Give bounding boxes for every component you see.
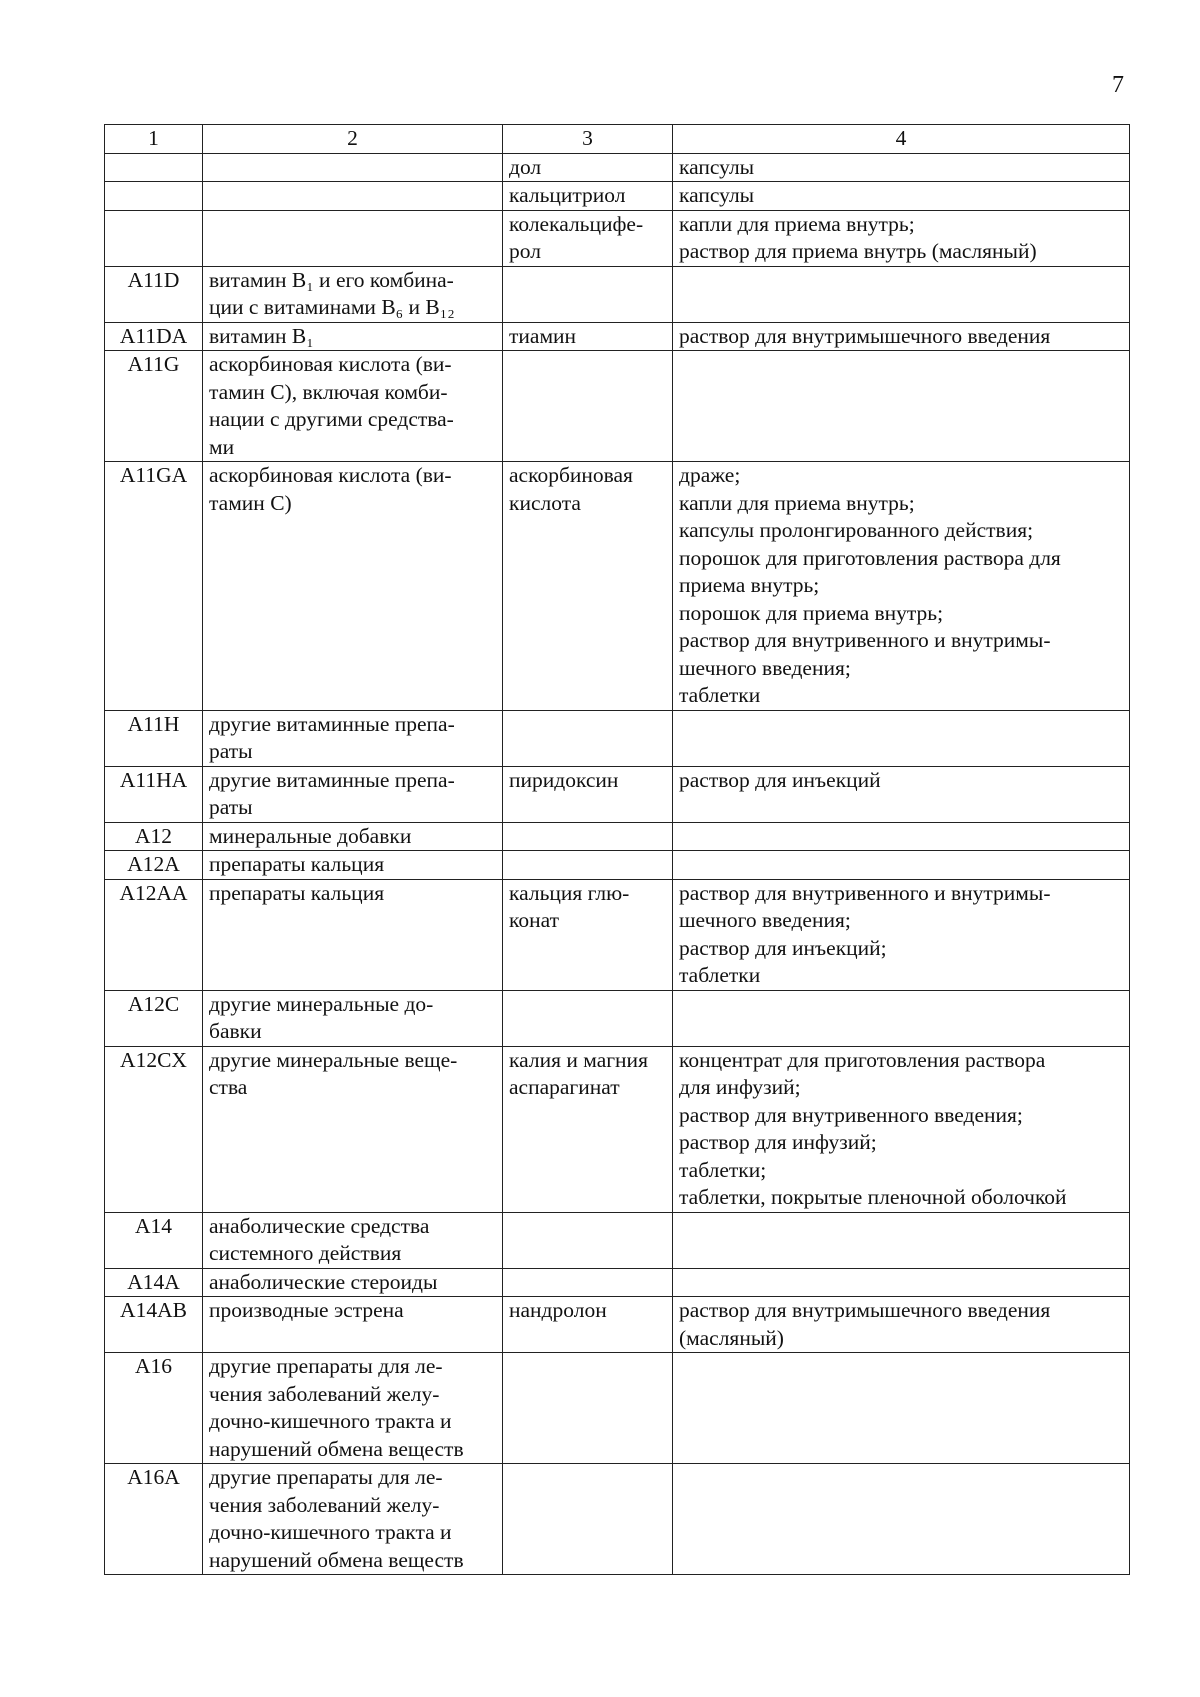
cell-line: раты [209, 795, 253, 819]
atc-code-cell: A11HA [105, 766, 203, 822]
cell-line: капли для приема внутрь; [679, 211, 915, 236]
cell-line: ции с витаминами B₆ и B₁₂ [209, 295, 455, 319]
cell-line: таблетки [679, 683, 761, 707]
anatomical-group-cell [203, 1353, 503, 1464]
dosage-forms-cell [673, 990, 1130, 1046]
substance-cell [503, 1212, 673, 1268]
substance-cell [503, 1297, 673, 1353]
cell-line: витамин B₁ [209, 323, 314, 348]
anatomical-group-cell [203, 322, 503, 351]
substance-cell [503, 1464, 673, 1575]
cell-line: пиридоксин [509, 767, 619, 792]
table-row [105, 462, 1130, 711]
header-col-4: 4 [673, 125, 1130, 154]
cell-line: препараты кальция [209, 852, 385, 876]
cell-line: раствор для инфузий; [679, 1130, 877, 1154]
atc-code-cell [105, 153, 203, 182]
atc-code-cell [105, 210, 203, 266]
cell-line: драже; [679, 463, 741, 487]
cell-line: раты [209, 739, 253, 763]
substance-cell [503, 851, 673, 880]
cell-line: капсулы [679, 154, 755, 179]
dosage-forms-cell [673, 1297, 1130, 1353]
cell-line: рол [509, 239, 541, 263]
cell-line: кальция глю- [509, 880, 630, 905]
atc-code-cell: A12 [105, 822, 203, 851]
table-row [105, 1268, 1130, 1297]
table-row [105, 1297, 1130, 1353]
cell-line: кальцитриол [509, 183, 626, 207]
header-col-3: 3 [503, 125, 673, 154]
cell-line: раствор для инъекций; [679, 935, 887, 960]
substance-cell [503, 710, 673, 766]
drug-classification-table [104, 124, 1130, 1575]
cell-line: ми [209, 434, 235, 459]
table-row [105, 351, 1130, 462]
cell-line: раствор для внутримышечного введения [679, 1298, 1051, 1322]
cell-line: таблетки, покрытые пленочной оболочкой [679, 1185, 1067, 1209]
cell-line: таблетки; [679, 1157, 767, 1182]
atc-code-cell: A12A [105, 851, 203, 880]
anatomical-group-cell [203, 351, 503, 462]
cell-line: раствор для внутривенного введения; [679, 1102, 1023, 1127]
atc-code-cell [105, 182, 203, 211]
cell-line: дол [509, 154, 542, 179]
cell-line: системного действия [209, 1241, 402, 1265]
anatomical-group-cell [203, 1268, 503, 1297]
cell-line: дочно-кишечного тракта и [209, 1409, 452, 1433]
substance-cell [503, 1353, 673, 1464]
dosage-forms-cell [673, 822, 1130, 851]
page-number: 7 [1112, 72, 1124, 98]
cell-line: другие препараты для ле- [209, 1465, 443, 1489]
cell-line: порошок для приема внутрь; [679, 600, 944, 625]
cell-line: нации с другими средства- [209, 407, 454, 431]
cell-line: раствор для внутривенного и внутримы- [679, 880, 1051, 905]
cell-line: раствор для приема внутрь (масляный) [679, 239, 1037, 263]
atc-code-cell: A14AB [105, 1297, 203, 1353]
atc-code-cell: A12AA [105, 879, 203, 990]
table-row [105, 1212, 1130, 1268]
cell-line: раствор для инъекций [679, 767, 881, 792]
dosage-forms-cell [673, 210, 1130, 266]
dosage-forms-cell [673, 322, 1130, 351]
cell-line: концентрат для приготовления раствора [679, 1047, 1046, 1072]
cell-line: аскорбиновая кислота (ви- [209, 352, 452, 376]
substance-cell [503, 879, 673, 990]
substance-cell [503, 1268, 673, 1297]
atc-code-cell: A11DA [105, 322, 203, 351]
table-row [105, 182, 1130, 211]
table-row [105, 851, 1130, 880]
substance-cell [503, 322, 673, 351]
table-row [105, 766, 1130, 822]
cell-line: приема внутрь; [679, 573, 820, 597]
cell-line: капсулы [679, 183, 755, 207]
cell-line: капли для приема внутрь; [679, 490, 915, 515]
atc-code-cell: A11H [105, 710, 203, 766]
substance-cell [503, 351, 673, 462]
cell-line: тиамин [509, 323, 577, 348]
table-row [105, 210, 1130, 266]
dosage-forms-cell [673, 710, 1130, 766]
dosage-forms-cell [673, 879, 1130, 990]
cell-line: другие витаминные препа- [209, 711, 455, 736]
substance-cell [503, 182, 673, 211]
atc-code-cell: A14 [105, 1212, 203, 1268]
cell-line: препараты кальция [209, 880, 385, 905]
atc-code-cell: A11G [105, 351, 203, 462]
anatomical-group-cell [203, 766, 503, 822]
cell-line: аскорбиновая [509, 463, 633, 487]
cell-line: нарушений обмена веществ [209, 1436, 464, 1461]
anatomical-group-cell [203, 1212, 503, 1268]
cell-line: кислота [509, 490, 581, 515]
substance-cell [503, 822, 673, 851]
table-row [105, 1464, 1130, 1575]
table-row [105, 990, 1130, 1046]
table-row [105, 1353, 1130, 1464]
cell-line: калия и магния [509, 1047, 648, 1072]
dosage-forms-cell [673, 351, 1130, 462]
cell-line: другие витаминные препа- [209, 767, 455, 792]
anatomical-group-cell [203, 851, 503, 880]
cell-line: бавки [209, 1019, 262, 1043]
table-row [105, 1046, 1130, 1212]
cell-line: чения заболеваний желу- [209, 1381, 440, 1406]
cell-line: колекальцифе- [509, 211, 644, 236]
cell-line: нарушений обмена веществ [209, 1547, 464, 1572]
anatomical-group-cell [203, 710, 503, 766]
cell-line: другие препараты для ле- [209, 1354, 443, 1378]
anatomical-group-cell [203, 182, 503, 211]
cell-line: анаболические средства [209, 1213, 430, 1238]
cell-line: производные эстрена [209, 1298, 404, 1322]
cell-line: тамин С), включая комби- [209, 379, 448, 404]
table-row [105, 153, 1130, 182]
cell-line: витамин B₁ и его комбина- [209, 267, 454, 292]
dosage-forms-cell [673, 153, 1130, 182]
anatomical-group-cell [203, 462, 503, 711]
cell-line: (масляный) [679, 1325, 784, 1350]
cell-line: ства [209, 1075, 248, 1099]
atc-code-cell: A14A [105, 1268, 203, 1297]
dosage-forms-cell [673, 462, 1130, 711]
anatomical-group-cell [203, 1297, 503, 1353]
table-header-row [105, 125, 1130, 154]
atc-code-cell: A11D [105, 266, 203, 322]
cell-line: другие минеральные до- [209, 991, 434, 1016]
substance-cell [503, 1046, 673, 1212]
substance-cell [503, 210, 673, 266]
dosage-forms-cell [673, 1268, 1130, 1297]
cell-line: раствор для внутривенного и внутримы- [679, 628, 1051, 652]
table-row [105, 322, 1130, 351]
atc-code-cell: A12C [105, 990, 203, 1046]
cell-line: шечного введения; [679, 655, 851, 680]
cell-line: шечного введения; [679, 908, 851, 932]
dosage-forms-cell [673, 1353, 1130, 1464]
cell-line: дочно-кишечного тракта и [209, 1520, 452, 1544]
cell-line: аспарагинат [509, 1075, 620, 1099]
dosage-forms-cell [673, 1046, 1130, 1212]
anatomical-group-cell [203, 1464, 503, 1575]
table-row [105, 710, 1130, 766]
anatomical-group-cell [203, 266, 503, 322]
dosage-forms-cell [673, 1212, 1130, 1268]
substance-cell [503, 462, 673, 711]
dosage-forms-cell [673, 266, 1130, 322]
cell-line: чения заболеваний желу- [209, 1492, 440, 1517]
table-row [105, 879, 1130, 990]
anatomical-group-cell [203, 210, 503, 266]
cell-line: раствор для внутримышечного введения [679, 323, 1051, 348]
header-col-2: 2 [203, 125, 503, 154]
atc-code-cell: A12CX [105, 1046, 203, 1212]
cell-line: капсулы пролонгированного действия; [679, 518, 1034, 542]
cell-line: другие минеральные веще- [209, 1047, 458, 1072]
cell-line: таблетки [679, 963, 761, 987]
substance-cell [503, 990, 673, 1046]
cell-line: тамин С) [209, 490, 292, 515]
dosage-forms-cell [673, 182, 1130, 211]
table-row [105, 822, 1130, 851]
cell-line: для инфузий; [679, 1075, 801, 1099]
dosage-forms-cell [673, 851, 1130, 880]
substance-cell [503, 766, 673, 822]
anatomical-group-cell [203, 153, 503, 182]
atc-code-cell: A16 [105, 1353, 203, 1464]
cell-line: анаболические стероиды [209, 1269, 438, 1294]
cell-line: минеральные добавки [209, 823, 412, 848]
dosage-forms-cell [673, 1464, 1130, 1575]
dosage-forms-cell [673, 766, 1130, 822]
atc-code-cell: A16A [105, 1464, 203, 1575]
anatomical-group-cell [203, 879, 503, 990]
substance-cell [503, 153, 673, 182]
anatomical-group-cell [203, 1046, 503, 1212]
cell-line: конат [509, 908, 559, 932]
substance-cell [503, 266, 673, 322]
cell-line: аскорбиновая кислота (ви- [209, 463, 452, 487]
header-col-1: 1 [105, 125, 203, 154]
atc-code-cell: A11GA [105, 462, 203, 711]
table-row [105, 266, 1130, 322]
anatomical-group-cell [203, 990, 503, 1046]
cell-line: порошок для приготовления раствора для [679, 545, 1061, 570]
cell-line: нандролон [509, 1298, 607, 1322]
anatomical-group-cell [203, 822, 503, 851]
